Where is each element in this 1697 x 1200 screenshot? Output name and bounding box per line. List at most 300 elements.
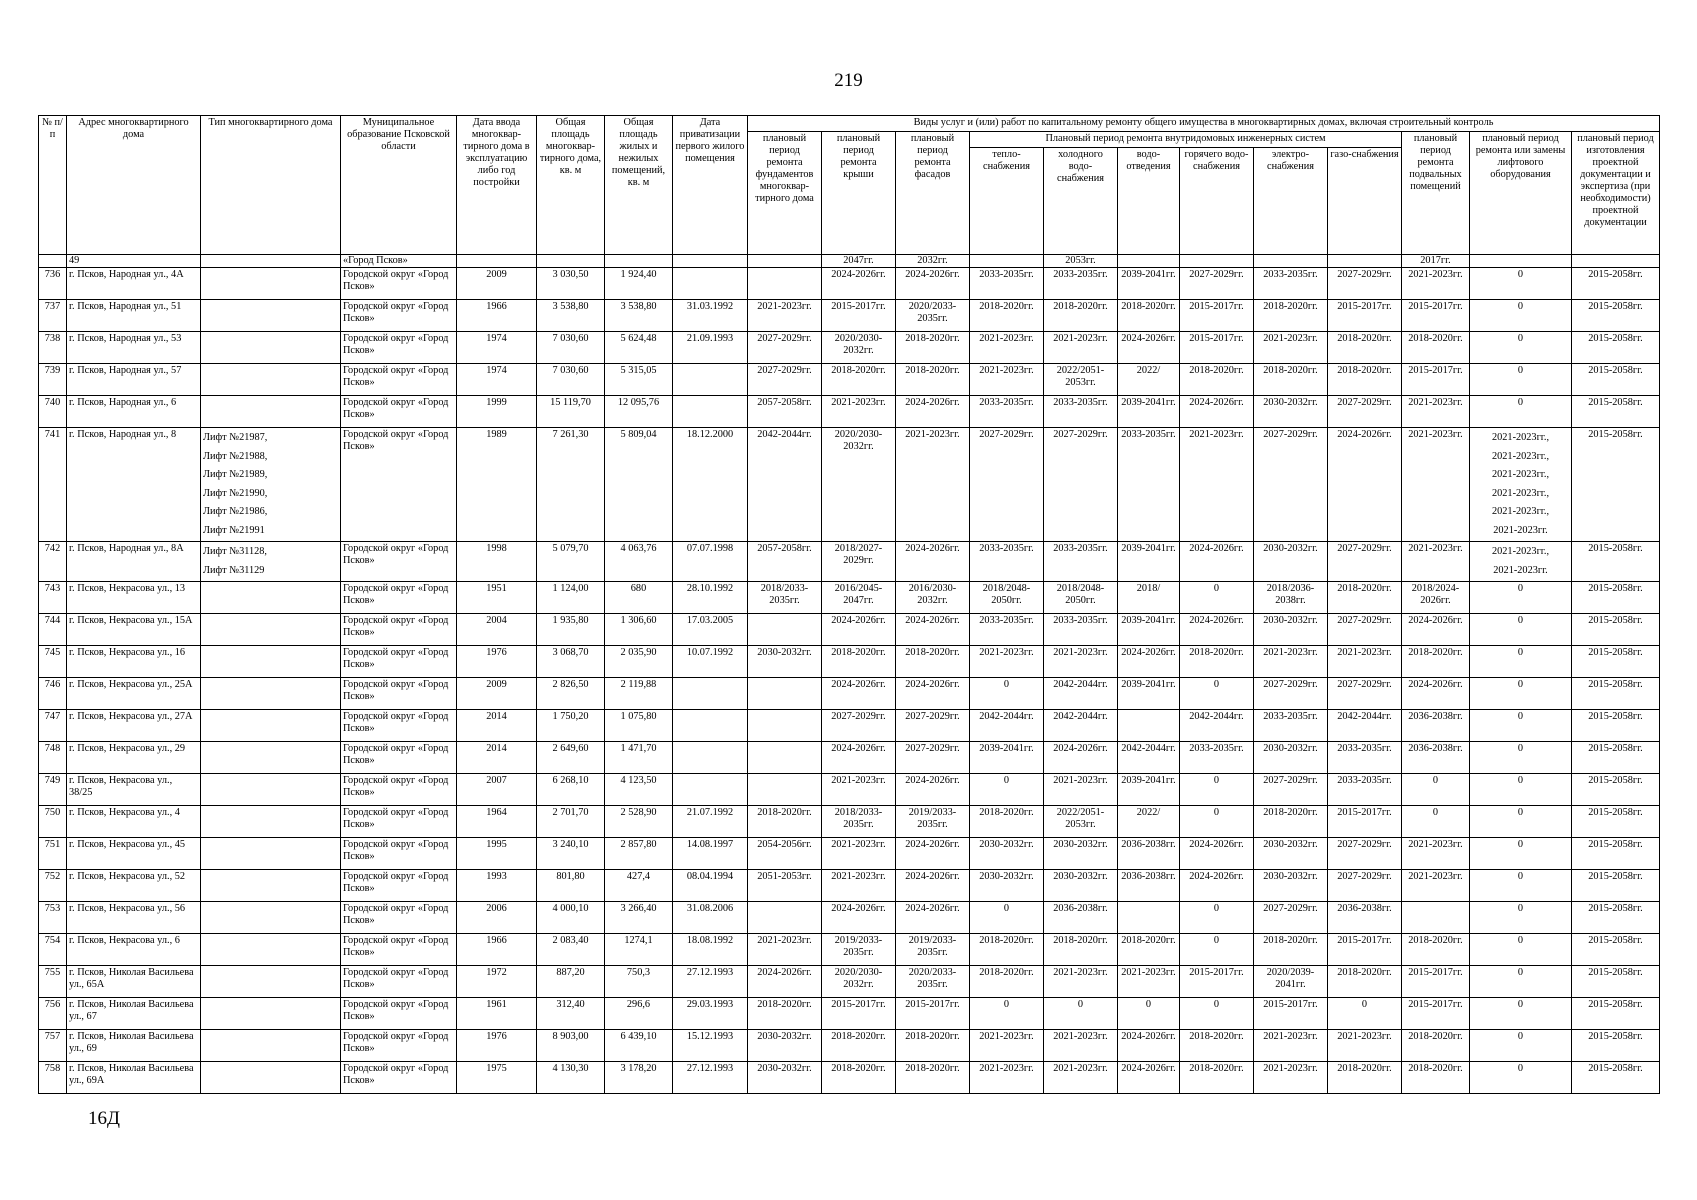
cell-address: г. Псков, Народная ул., 51: [67, 300, 201, 332]
cell-year: 2014: [457, 710, 537, 742]
cell-drainage: 2022/: [1118, 806, 1180, 838]
cell-elevator: 0: [1470, 774, 1572, 806]
cell-foundation: [748, 268, 822, 300]
cell-elevator: 0: [1470, 646, 1572, 678]
cell-heat: 2033-2035гг.: [970, 396, 1044, 428]
cell-electric: 2018-2020гг.: [1254, 934, 1328, 966]
cell-roof: 2021-2023гг.: [822, 774, 896, 806]
cell-drainage: 2039-2041гг.: [1118, 614, 1180, 646]
cell-facade: 2015-2017гг.: [896, 998, 970, 1030]
cell-heat: 0: [970, 902, 1044, 934]
cell-num: 748: [39, 742, 67, 774]
table-row: [39, 710, 1660, 742]
cell-type: [201, 614, 341, 646]
table-row: [39, 396, 1660, 428]
cell-gas: 2033-2035гг.: [1328, 774, 1402, 806]
cell-year: 2014: [457, 742, 537, 774]
cell-design: 2015-2058гг.: [1572, 396, 1660, 428]
cell-design: 2015-2058гг.: [1572, 902, 1660, 934]
cell-cold-water: 2053гг.: [1044, 255, 1118, 268]
cell-total-area: 7 030,60: [537, 332, 605, 364]
cell-hot-water: 0: [1180, 806, 1254, 838]
cell-roof: 2024-2026гг.: [822, 902, 896, 934]
table-row: [39, 998, 1660, 1030]
cell-design: 2015-2058гг.: [1572, 364, 1660, 396]
cell-year: 1975: [457, 1062, 537, 1094]
cell-address: г. Псков, Народная ул., 8А: [67, 542, 201, 582]
cell-design: 2015-2058гг.: [1572, 870, 1660, 902]
cell-elevator: 0: [1470, 300, 1572, 332]
header-facade: плановый период ремонта фасадов: [896, 132, 970, 255]
cell-living-area: 1 075,80: [605, 710, 673, 742]
cell-basement: 2021-2023гг.: [1402, 428, 1470, 542]
cell-total-area: 8 903,00: [537, 1030, 605, 1062]
cell-year: 1961: [457, 998, 537, 1030]
cell-heat: 2021-2023гг.: [970, 646, 1044, 678]
cell-year: 2009: [457, 678, 537, 710]
cell-address: г. Псков, Некрасова ул., 13: [67, 582, 201, 614]
cell-total-area: 2 826,50: [537, 678, 605, 710]
header-hot-water: горячего водо-снабжения: [1180, 148, 1254, 255]
header-cold-water: холодного водо-снабжения: [1044, 148, 1118, 255]
cell-facade: 2018-2020гг.: [896, 1030, 970, 1062]
cell-municipality: Городской округ «Город Псков»: [341, 542, 457, 582]
cell-municipality: Городской округ «Город Псков»: [341, 428, 457, 542]
cell-living-area: 5 315,05: [605, 364, 673, 396]
cell-elevator: 0: [1470, 614, 1572, 646]
cell-facade: 2024-2026гг.: [896, 542, 970, 582]
cell-gas: 2021-2023гг.: [1328, 1030, 1402, 1062]
cell-privatization: [673, 710, 748, 742]
cell-basement: 2015-2017гг.: [1402, 966, 1470, 998]
cell-type: [201, 710, 341, 742]
cell-heat: 2033-2035гг.: [970, 268, 1044, 300]
header-works-group: Виды услуг и (или) работ по капитальному ремонту общего имущества в многоквартирных домах, включая строительный контроль: [748, 116, 1660, 132]
cell-type: [201, 268, 341, 300]
cell-drainage: 2042-2044гг.: [1118, 742, 1180, 774]
cell-num: 739: [39, 364, 67, 396]
cell-facade: 2020/2033-2035гг.: [896, 300, 970, 332]
cell-electric: 2018-2020гг.: [1254, 364, 1328, 396]
cell-roof: 2027-2029гг.: [822, 710, 896, 742]
cell-elevator-line: 2021-2023гг.,: [1491, 469, 1550, 480]
cell-year: 1999: [457, 396, 537, 428]
cell-type: [201, 1062, 341, 1094]
cell-foundation: [748, 614, 822, 646]
cell-address: г. Псков, Некрасова ул., 25А: [67, 678, 201, 710]
header-type: Тип многоквартирного дома: [201, 116, 341, 255]
cell-type-line: Лифт №21987,: [203, 432, 268, 443]
cell-cold-water: 2021-2023гг.: [1044, 332, 1118, 364]
cell-electric: 2018/2036-2038гг.: [1254, 582, 1328, 614]
cell-foundation: [748, 678, 822, 710]
table-row: [39, 902, 1660, 934]
cell-type: [201, 998, 341, 1030]
table-row: [39, 614, 1660, 646]
cell-roof: 2024-2026гг.: [822, 268, 896, 300]
cell-foundation: 2027-2029гг.: [748, 364, 822, 396]
cell-type: [201, 902, 341, 934]
cell-electric: 2033-2035гг.: [1254, 710, 1328, 742]
cell-basement: 2015-2017гг.: [1402, 300, 1470, 332]
table-row: [39, 542, 1660, 582]
cell-privatization: 28.10.1992: [673, 582, 748, 614]
cell-roof: 2020/2030-2032гг.: [822, 332, 896, 364]
cell-basement: 2018-2020гг.: [1402, 934, 1470, 966]
cell-municipality: Городской округ «Город Псков»: [341, 396, 457, 428]
cell-cold-water: 2033-2035гг.: [1044, 268, 1118, 300]
cell-drainage: 0: [1118, 998, 1180, 1030]
cell-privatization: [673, 396, 748, 428]
cell-electric: 2021-2023гг.: [1254, 1030, 1328, 1062]
cell-elevator: [1470, 542, 1572, 582]
cell-year: 1972: [457, 966, 537, 998]
table-row: [39, 934, 1660, 966]
cell-living-area: 680: [605, 582, 673, 614]
cell-type: [201, 678, 341, 710]
cell-year: 1974: [457, 332, 537, 364]
cell-address: г. Псков, Некрасова ул., 4: [67, 806, 201, 838]
cell-year: 1993: [457, 870, 537, 902]
cell-elevator-line: 2021-2023гг.,: [1491, 546, 1550, 557]
cell-living-area: 1 471,70: [605, 742, 673, 774]
cell-cold-water: 2030-2032гг.: [1044, 870, 1118, 902]
cell-hot-water: 2018-2020гг.: [1180, 1030, 1254, 1062]
header-drainage: водо-отведения: [1118, 148, 1180, 255]
cell-living-area: 4 063,76: [605, 542, 673, 582]
table-row: [39, 806, 1660, 838]
cell-elevator-line: 2021-2023гг.: [1493, 564, 1548, 576]
cell-type: [201, 542, 341, 582]
cell-cold-water: 2018-2020гг.: [1044, 934, 1118, 966]
cell-electric: 2027-2029гг.: [1254, 902, 1328, 934]
cell-municipality: Городской округ «Город Псков»: [341, 806, 457, 838]
cell-electric: 2020/2039-2041гг.: [1254, 966, 1328, 998]
cell-electric: 2018-2020гг.: [1254, 806, 1328, 838]
cell-design: 2015-2058гг.: [1572, 428, 1660, 542]
cell-heat: 2018-2020гг.: [970, 966, 1044, 998]
cell-facade: 2032гг.: [896, 255, 970, 268]
cell-drainage: 2036-2038гг.: [1118, 870, 1180, 902]
cell-roof: 2018/2027-2029гг.: [822, 542, 896, 582]
cell-gas: 2018-2020гг.: [1328, 966, 1402, 998]
cell-address: г. Псков, Некрасова ул., 15А: [67, 614, 201, 646]
cell-electric: 2021-2023гг.: [1254, 1062, 1328, 1094]
cell-municipality: Городской округ «Город Псков»: [341, 838, 457, 870]
cell-total-area: 7 030,60: [537, 364, 605, 396]
cell-privatization: 10.07.1992: [673, 646, 748, 678]
cell-roof: 2020/2030-2032гг.: [822, 966, 896, 998]
cell-cold-water: 2033-2035гг.: [1044, 542, 1118, 582]
cell-num: 743: [39, 582, 67, 614]
cell-design: 2015-2058гг.: [1572, 710, 1660, 742]
cell-basement: 2021-2023гг.: [1402, 268, 1470, 300]
cell-gas: 2027-2029гг.: [1328, 268, 1402, 300]
cell-heat: 2018-2020гг.: [970, 934, 1044, 966]
cell-gas: 2027-2029гг.: [1328, 542, 1402, 582]
cell-elevator-line: 2021-2023гг.,: [1491, 450, 1550, 462]
cell-foundation: 2042-2044гг.: [748, 428, 822, 542]
cell-total-area: 3 068,70: [537, 646, 605, 678]
cell-hot-water: 2027-2029гг.: [1180, 268, 1254, 300]
cell-total-area: 801,80: [537, 870, 605, 902]
table-row: [39, 966, 1660, 998]
header-municipality: Муниципальное образование Псковской области: [341, 116, 457, 255]
cell-hot-water: 2024-2026гг.: [1180, 870, 1254, 902]
cell-basement: 2036-2038гг.: [1402, 710, 1470, 742]
cell-privatization: [673, 364, 748, 396]
cell-elevator: 0: [1470, 806, 1572, 838]
table-row: [39, 1062, 1660, 1094]
cell-elevator: 0: [1470, 870, 1572, 902]
cell-roof: 2018-2020гг.: [822, 1030, 896, 1062]
table-row: [39, 364, 1660, 396]
cell-heat: 2027-2029гг.: [970, 428, 1044, 542]
cell-drainage: [1118, 902, 1180, 934]
cell-year: 1974: [457, 364, 537, 396]
cell-heat: 2021-2023гг.: [970, 332, 1044, 364]
cell-basement: 2024-2026гг.: [1402, 614, 1470, 646]
cell-foundation: [748, 774, 822, 806]
cell-electric: 2030-2032гг.: [1254, 614, 1328, 646]
cell-year: 2006: [457, 902, 537, 934]
cell-electric: 2030-2032гг.: [1254, 742, 1328, 774]
table-row: [39, 646, 1660, 678]
cell-cold-water: 2033-2035гг.: [1044, 614, 1118, 646]
header-roof: плановый период ремонта крыши: [822, 132, 896, 255]
cell-address: г. Псков, Николая Васильева ул., 67: [67, 998, 201, 1030]
cell-facade: 2016/2030-2032гг.: [896, 582, 970, 614]
cell-total-area: 3 030,50: [537, 268, 605, 300]
cell-design: 2015-2058гг.: [1572, 542, 1660, 582]
cell-address: г. Псков, Николая Васильева ул., 65А: [67, 966, 201, 998]
cell-privatization: 27.12.1993: [673, 1062, 748, 1094]
cell-cold-water: 2042-2044гг.: [1044, 710, 1118, 742]
cell-elevator: 0: [1470, 710, 1572, 742]
cell-type-line: Лифт №21989,: [203, 469, 268, 480]
cell-municipality: Городской округ «Город Псков»: [341, 998, 457, 1030]
cell-roof: 2015-2017гг.: [822, 300, 896, 332]
cell-year: 1964: [457, 806, 537, 838]
cell-electric: 2021-2023гг.: [1254, 332, 1328, 364]
cell-municipality: Городской округ «Город Псков»: [341, 1030, 457, 1062]
table-row: [39, 774, 1660, 806]
cell-num: 746: [39, 678, 67, 710]
cell-cold-water: 2021-2023гг.: [1044, 1030, 1118, 1062]
cell-total-area: 3 240,10: [537, 838, 605, 870]
cell-facade: 2024-2026гг.: [896, 678, 970, 710]
cell-cold-water: 2024-2026гг.: [1044, 742, 1118, 774]
cell-hot-water: 2015-2017гг.: [1180, 300, 1254, 332]
cell-address: 49: [67, 255, 201, 268]
cell-design: 2015-2058гг.: [1572, 1030, 1660, 1062]
cell-heat: 0: [970, 678, 1044, 710]
cell-elevator: 0: [1470, 998, 1572, 1030]
cell-hot-water: 2015-2017гг.: [1180, 332, 1254, 364]
cell-address: г. Псков, Некрасова ул., 29: [67, 742, 201, 774]
cell-year: 1966: [457, 300, 537, 332]
cell-living-area: 5 809,04: [605, 428, 673, 542]
page-number: 219: [834, 70, 863, 91]
cell-facade: 2024-2026гг.: [896, 614, 970, 646]
cell-address: г. Псков, Народная ул., 57: [67, 364, 201, 396]
cell-municipality: Городской округ «Город Псков»: [341, 966, 457, 998]
cell-living-area: 1 924,40: [605, 268, 673, 300]
cell-type: [201, 300, 341, 332]
table-row: [39, 742, 1660, 774]
cell-heat: 2018-2020гг.: [970, 806, 1044, 838]
cell-municipality: Городской округ «Город Псков»: [341, 332, 457, 364]
cell-basement: 0: [1402, 774, 1470, 806]
cell-design: 2015-2058гг.: [1572, 838, 1660, 870]
cell-type: [201, 774, 341, 806]
cell-hot-water: 2024-2026гг.: [1180, 542, 1254, 582]
cell-cold-water: 0: [1044, 998, 1118, 1030]
cell-design: 2015-2058гг.: [1572, 614, 1660, 646]
cell-privatization: [673, 774, 748, 806]
cell-drainage: 2033-2035гг.: [1118, 428, 1180, 542]
cell-roof: 2018/2033-2035гг.: [822, 806, 896, 838]
cell-municipality: Городской округ «Город Псков»: [341, 710, 457, 742]
cell-year: 1951: [457, 582, 537, 614]
cell-facade: 2024-2026гг.: [896, 838, 970, 870]
cell-total-area: 2 649,60: [537, 742, 605, 774]
cell-total-area: 4 130,30: [537, 1062, 605, 1094]
cell-foundation: [748, 902, 822, 934]
cell-facade: 2024-2026гг.: [896, 774, 970, 806]
cell-design: 2015-2058гг.: [1572, 966, 1660, 998]
cell-num: 754: [39, 934, 67, 966]
cell-design: 2015-2058гг.: [1572, 1062, 1660, 1094]
cell-facade: 2024-2026гг.: [896, 268, 970, 300]
cell-electric: 2030-2032гг.: [1254, 542, 1328, 582]
cell-facade: 2021-2023гг.: [896, 428, 970, 542]
cell-type-line: Лифт №31128,: [203, 546, 267, 557]
cell-design: 2015-2058гг.: [1572, 678, 1660, 710]
cell-municipality: Городской округ «Город Псков»: [341, 582, 457, 614]
cell-electric: 2018-2020гг.: [1254, 300, 1328, 332]
cell-living-area: 3 178,20: [605, 1062, 673, 1094]
cell-hot-water: 2018-2020гг.: [1180, 646, 1254, 678]
cell-year: 1976: [457, 646, 537, 678]
cell-address: г. Псков, Некрасова ул., 45: [67, 838, 201, 870]
table-row: [39, 1030, 1660, 1062]
cell-living-area: 2 035,90: [605, 646, 673, 678]
cell-total-area: 1 124,00: [537, 582, 605, 614]
cell-hot-water: 2024-2026гг.: [1180, 614, 1254, 646]
cell-address: г. Псков, Николая Васильева ул., 69А: [67, 1062, 201, 1094]
cell-address: г. Псков, Николая Васильева ул., 69: [67, 1030, 201, 1062]
header-elevator: плановый период ремонта или замены лифтового оборудования: [1470, 132, 1572, 255]
cell-basement: 2024-2026гг.: [1402, 678, 1470, 710]
cell-gas: 2015-2017гг.: [1328, 806, 1402, 838]
cell-type: [201, 870, 341, 902]
cell-gas: 2027-2029гг.: [1328, 614, 1402, 646]
cell-type: [201, 332, 341, 364]
cell-total-area: 5 079,70: [537, 542, 605, 582]
cell-drainage: 2039-2041гг.: [1118, 268, 1180, 300]
cell-total-area: 1 750,20: [537, 710, 605, 742]
capital-repair-table: [38, 115, 1660, 1094]
cell-design: 2015-2058гг.: [1572, 934, 1660, 966]
cell-foundation: 2018-2020гг.: [748, 806, 822, 838]
cell-hot-water: 0: [1180, 998, 1254, 1030]
cell-type-line: Лифт №21990,: [203, 487, 268, 499]
header-gas: газо-снабжения: [1328, 148, 1402, 255]
cell-drainage: 2018/: [1118, 582, 1180, 614]
cell-facade: 2018-2020гг.: [896, 646, 970, 678]
cell-heat: 0: [970, 774, 1044, 806]
cell-basement: 2015-2017гг.: [1402, 998, 1470, 1030]
cell-num: 741: [39, 428, 67, 542]
table-row: [39, 870, 1660, 902]
cell-num: 745: [39, 646, 67, 678]
cell-drainage: [1118, 710, 1180, 742]
footer-code: 16Д: [88, 1108, 120, 1129]
cell-living-area: 750,3: [605, 966, 673, 998]
cell-roof: 2018-2020гг.: [822, 646, 896, 678]
cell-drainage: 2039-2041гг.: [1118, 542, 1180, 582]
cell-address: г. Псков, Некрасова ул., 52: [67, 870, 201, 902]
cell-municipality: Городской округ «Город Псков»: [341, 742, 457, 774]
cell-type: [201, 582, 341, 614]
cell-cold-water: 2018-2020гг.: [1044, 300, 1118, 332]
cell-drainage: 2039-2041гг.: [1118, 774, 1180, 806]
cell-num: 744: [39, 614, 67, 646]
cell-gas: 2036-2038гг.: [1328, 902, 1402, 934]
cell-electric: 2030-2032гг.: [1254, 396, 1328, 428]
cell-design: 2015-2058гг.: [1572, 582, 1660, 614]
cell-foundation: 2030-2032гг.: [748, 1062, 822, 1094]
cell-foundation: 2024-2026гг.: [748, 966, 822, 998]
cell-basement: 2021-2023гг.: [1402, 870, 1470, 902]
cell-elevator: 0: [1470, 966, 1572, 998]
cell-address: г. Псков, Некрасова ул., 16: [67, 646, 201, 678]
cell-facade: 2027-2029гг.: [896, 742, 970, 774]
cell-cold-water: 2021-2023гг.: [1044, 966, 1118, 998]
header-design-docs: плановый период изготовления проектной документации и экспертиза (при необходимости) проектной документации: [1572, 132, 1660, 255]
cell-privatization: 27.12.1993: [673, 966, 748, 998]
cell-living-area: 5 624,48: [605, 332, 673, 364]
cell-address: г. Псков, Некрасова ул., 27А: [67, 710, 201, 742]
cell-roof: 2021-2023гг.: [822, 396, 896, 428]
cell-facade: 2018-2020гг.: [896, 364, 970, 396]
cell-total-area: 6 268,10: [537, 774, 605, 806]
cell-elevator: 0: [1470, 1030, 1572, 1062]
cell-electric: 2033-2035гг.: [1254, 268, 1328, 300]
cell-municipality: Городской округ «Город Псков»: [341, 774, 457, 806]
cell-basement: 2036-2038гг.: [1402, 742, 1470, 774]
cell-heat: 2021-2023гг.: [970, 364, 1044, 396]
header-address: Адрес многоквартирного дома: [67, 116, 201, 255]
cell-elevator: 0: [1470, 934, 1572, 966]
cell-living-area: 1274,1: [605, 934, 673, 966]
cell-heat: 0: [970, 998, 1044, 1030]
cell-foundation: 2021-2023гг.: [748, 934, 822, 966]
cell-hot-water: 0: [1180, 678, 1254, 710]
cell-heat: 2033-2035гг.: [970, 614, 1044, 646]
cell-privatization: 21.07.1992: [673, 806, 748, 838]
cell-address: г. Псков, Народная ул., 8: [67, 428, 201, 542]
cell-elevator-line: 2021-2023гг.,: [1491, 506, 1550, 517]
cell-type: [201, 838, 341, 870]
cell-type: [201, 364, 341, 396]
cell-hot-water: 2018-2020гг.: [1180, 364, 1254, 396]
header-foundation: плановый период ремонта фундаментов многоквар-тирного дома: [748, 132, 822, 255]
table-row: [39, 678, 1660, 710]
cell-basement: 2018-2020гг.: [1402, 1062, 1470, 1094]
cell-roof: 2015-2017гг.: [822, 998, 896, 1030]
